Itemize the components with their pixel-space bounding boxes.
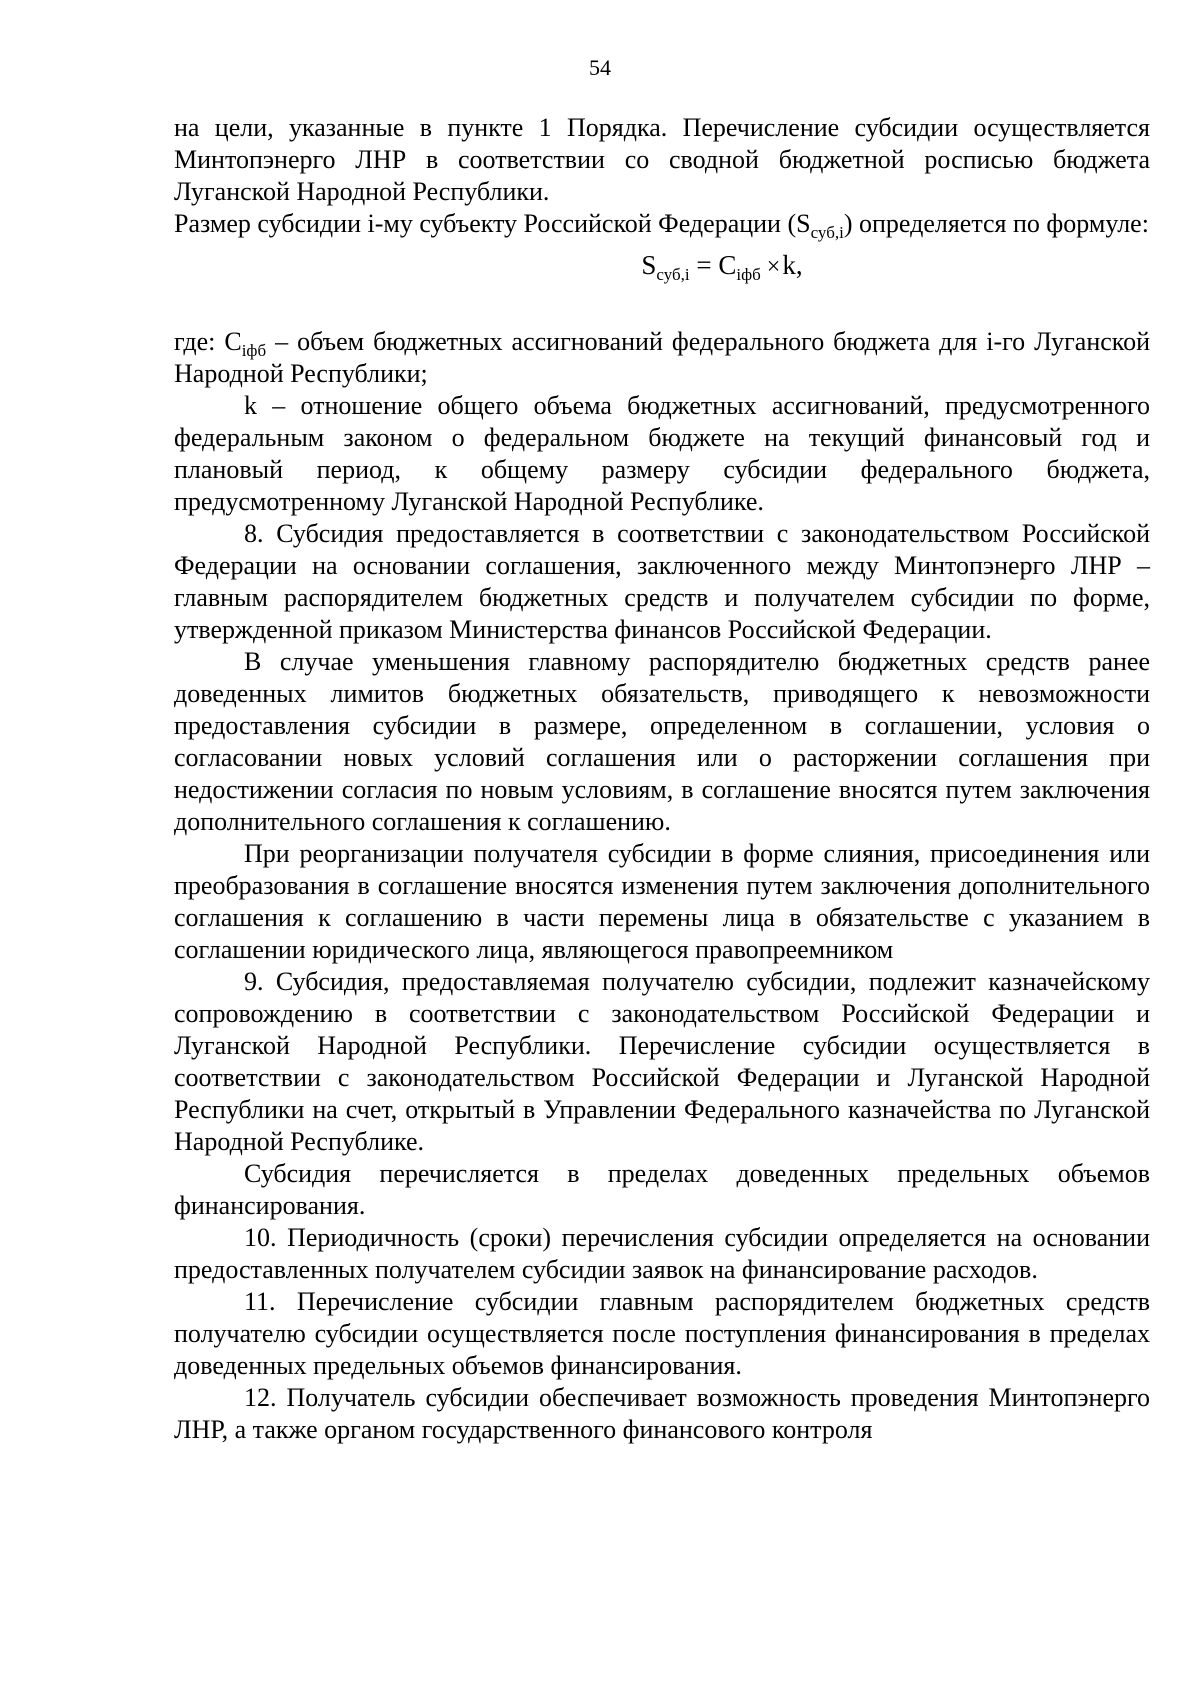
paragraph-12: 12. Получатель субсидии обеспечивает возможность проведения Минтопэнерго ЛНР, а также органом государственного финансового контроля xyxy=(174,1383,1150,1444)
where-text-end: – объем бюджетных ассигнований федерального бюджета для i-го Луганской Народной Республики; xyxy=(174,327,1151,388)
paragraph-8-limits: В случае уменьшения главному распорядителю бюджетных средств ранее доведенных лимитов бюджетных обязательств, приводящего к невозможности предоставления субсидии в размере, определенном в соглашении, условия о согласовании новых условий соглашения или о расторжении соглашения при недостижении согласия по новым условиям, в соглашение вносятся путем заключения дополнительного соглашения к соглашению. xyxy=(174,647,1150,836)
paragraph-9-transfer: Субсидия перечисляется в пределах доведенных предельных объемов финансирования. xyxy=(174,1159,1150,1220)
formula-equals-c: = C xyxy=(689,250,737,280)
document-body xyxy=(174,112,1150,1446)
page-number: 54 xyxy=(589,55,611,80)
paragraph-subsidy-size xyxy=(174,208,1150,240)
subsidy-size-subscript: суб,i xyxy=(810,223,844,242)
paragraph-11: 11. Перечисление субсидии главным распорядителем бюджетных средств получателю субсидии осуществляется после поступления финансирования в пределах доведенных предельных объемов финансирования. xyxy=(174,1287,1150,1380)
subsidy-size-text-end: ) определяется по формуле: xyxy=(843,209,1149,238)
paragraph-k-definition: k – отношение общего объема бюджетных ассигнований, предусмотренного федеральным законом о федеральном бюджете на текущий финансовый год и плановый период, к общему размеру субсидии федерального бюджета, предусмотренному Луганской Народной Республике. xyxy=(174,391,1150,516)
paragraph-where xyxy=(174,326,1150,390)
paragraph-9: 9. Субсидия, предоставляемая получателю субсидии, подлежит казначейскому сопровождению в соответствии с законодательством Российской Федерации и Луганской Народной Республики. Перечисление субсидии осуществляется в соответствии с законодательством Российской Федерации и Луганской Народной Республики на счет, открытый в Управлении Федерального казначейства по Луганской Народной Республике. xyxy=(174,967,1150,1156)
subsidy-size-text-start: Размер субсидии i-му субъекту Российской Федерации (S xyxy=(174,209,811,238)
formula-c-subscript: iфб xyxy=(736,265,761,284)
paragraph-8-reorganization: При реорганизации получателя субсидии в форме слияния, присоединения или преобразования в соглашение вносятся изменения путем заключения дополнительного соглашения к соглашению в части перемены лица в обязательстве с указанием в соглашении юридического лица, являющегося правопреемником xyxy=(174,839,1150,964)
formula-k: k, xyxy=(782,250,803,280)
formula-s: S xyxy=(641,250,657,280)
paragraph-intro: на цели, указанные в пункте 1 Порядка. Перечисление субсидии осуществляется Минтопэнерго ЛНР в соответствии со сводной бюджетной росписью бюджета Луганской Народной Республики. xyxy=(174,113,1150,206)
paragraph-10: 10. Периодичность (сроки) перечисления субсидии определяется на основании предоставленных получателем субсидии заявок на финансирование расходов. xyxy=(174,1223,1150,1284)
where-subscript: iфб xyxy=(241,341,267,360)
formula-times: × xyxy=(766,254,781,280)
paragraph-8: 8. Субсидия предоставляется в соответствии с законодательством Российской Федерации на основании соглашения, заключенного между Минтопэнерго ЛНР – главным распорядителем бюджетных средств и получателем субсидии по форме, утвержденной приказом Министерства финансов Российской Федерации. xyxy=(174,519,1150,644)
where-text-start: где: C xyxy=(174,327,242,356)
subsidy-formula xyxy=(174,248,1150,284)
formula-s-subscript: суб,i xyxy=(656,265,690,284)
